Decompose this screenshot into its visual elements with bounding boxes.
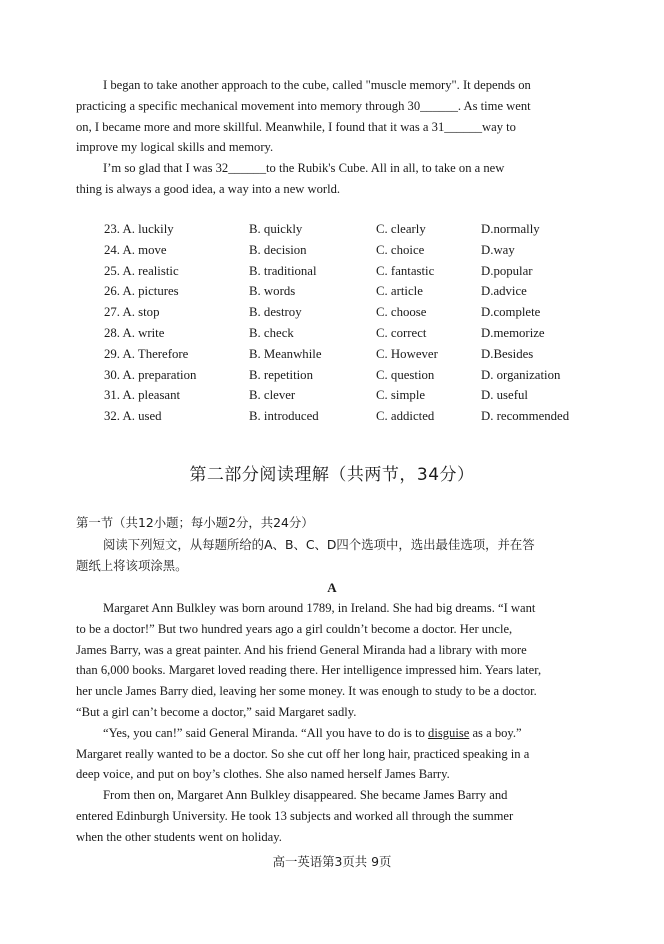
option-d: D.Besides [481,346,534,361]
text-line: when the other students went on holiday. [76,829,282,844]
option-row [104,323,604,344]
option-d: D. recommended [481,409,570,424]
option-a: 29. A. Therefore [104,346,189,361]
text-line: to be a doctor!” But two hundred years ago a girl couldn’t become a doctor. Her uncle, [76,621,513,636]
option-b: B. traditional [249,263,317,278]
text-line: thing is always a good idea, a way into a new world. [76,181,341,196]
option-b: B. clever [249,388,296,403]
text-line: improve my logical skills and memory. [76,140,274,155]
option-d: D.memorize [481,325,545,340]
option-row [104,302,604,323]
option-a: 25. A. realistic [104,263,179,278]
instruction-line: 阅读下列短文，从每题所给的A、B、C、D四个选项中，选出最佳选项，并在答 [103,537,535,552]
text-line: “Yes, you can!” said General Miranda. “All you have to do is to disguise as a boy.” [103,725,522,740]
option-c: C. article [376,284,423,299]
text-line: I began to take another approach to the cube, called "muscle memory". It depends on [103,78,531,92]
option-a: 24. A. move [104,242,167,257]
option-b: B. quickly [249,222,303,236]
option-b: B. decision [249,242,307,257]
passage-top [76,75,590,200]
option-a: 30. A. preparation [104,367,197,382]
options-table [104,219,604,427]
section-title: 第二部分阅读理解（共两节，34分） [189,465,475,485]
option-a: 26. A. pictures [104,284,179,299]
option-b: B. destroy [249,305,302,320]
underlined-word: disguise [428,725,470,740]
option-c: C. correct [376,325,427,340]
passage-label: A [327,580,337,595]
text-line: I’m so glad that I was 32______to the Rubik's Cube. All in all, to take on a new [103,161,505,176]
text-line: her uncle James Barry died, leaving her some money. It was enough to study to be a doctor. [76,684,537,699]
option-a: 31. A. pleasant [104,388,181,403]
text-line: “But a girl can’t become a doctor,” said Margaret sadly. [76,704,357,719]
option-d: D. organization [481,367,561,382]
text-line: than 6,000 books. Margaret loved reading there. Her intelligence impressed him. Years later, [76,663,542,678]
option-row [104,281,604,302]
passage-a [76,598,590,848]
option-row [104,344,604,365]
option-row [104,406,604,427]
option-d: D.way [481,242,515,257]
subsection-heading: 第一节（共12小题；每小题2分，共24分） [76,515,314,530]
option-d: D. useful [481,388,528,403]
option-c: C. choose [376,305,427,320]
text-line: James Barry, was a great painter. And his friend General Miranda had a library with more [76,642,527,657]
option-row [104,385,604,406]
option-row [104,365,604,386]
page-footer: 高一英语第3页共 9页 [272,854,392,869]
option-b: B. words [249,284,296,299]
option-d: D.normally [481,222,540,236]
option-c: C. simple [376,388,426,403]
text-line: entered Edinburgh University. He took 13 subjects and worked all through the summer [76,808,514,823]
option-row [104,219,604,240]
option-c: C. However [376,346,438,361]
option-row [104,261,604,282]
text-line: deep voice, and put on boy’s clothes. She also named herself James Barry. [76,767,450,782]
option-b: B. Meanwhile [249,346,322,361]
option-a: 32. A. used [104,409,162,424]
option-d: D.popular [481,263,533,278]
option-a: 27. A. stop [104,305,160,320]
option-b: B. check [249,325,294,340]
option-row [104,240,604,261]
option-a: 28. A. write [104,325,165,340]
option-c: C. fantastic [376,263,435,278]
option-a: 23. A. luckily [104,222,174,236]
option-d: D.advice [481,284,527,299]
option-c: C. choice [376,242,425,257]
text-line: on, I became more and more skillful. Meanwhile, I found that it was a 31______way to [76,119,516,134]
option-b: B. repetition [249,367,313,382]
instruction-line: 题纸上将该项涂黑。 [76,558,188,573]
option-c: C. clearly [376,222,426,236]
option-b: B. introduced [249,409,319,424]
text-line: Margaret really wanted to be a doctor. So she cut off her long hair, practiced speaking in a [76,746,530,761]
text-line: From then on, Margaret Ann Bulkley disappeared. She became James Barry and [103,788,508,803]
option-c: C. addicted [376,409,435,424]
instruction [76,534,590,576]
option-d: D.complete [481,305,541,320]
text-line: Margaret Ann Bulkley was born around 1789, in Ireland. She had big dreams. “I want [103,601,536,615]
text-line: practicing a specific mechanical movement into memory through 30______. As time went [76,98,531,113]
option-c: C. question [376,367,435,382]
